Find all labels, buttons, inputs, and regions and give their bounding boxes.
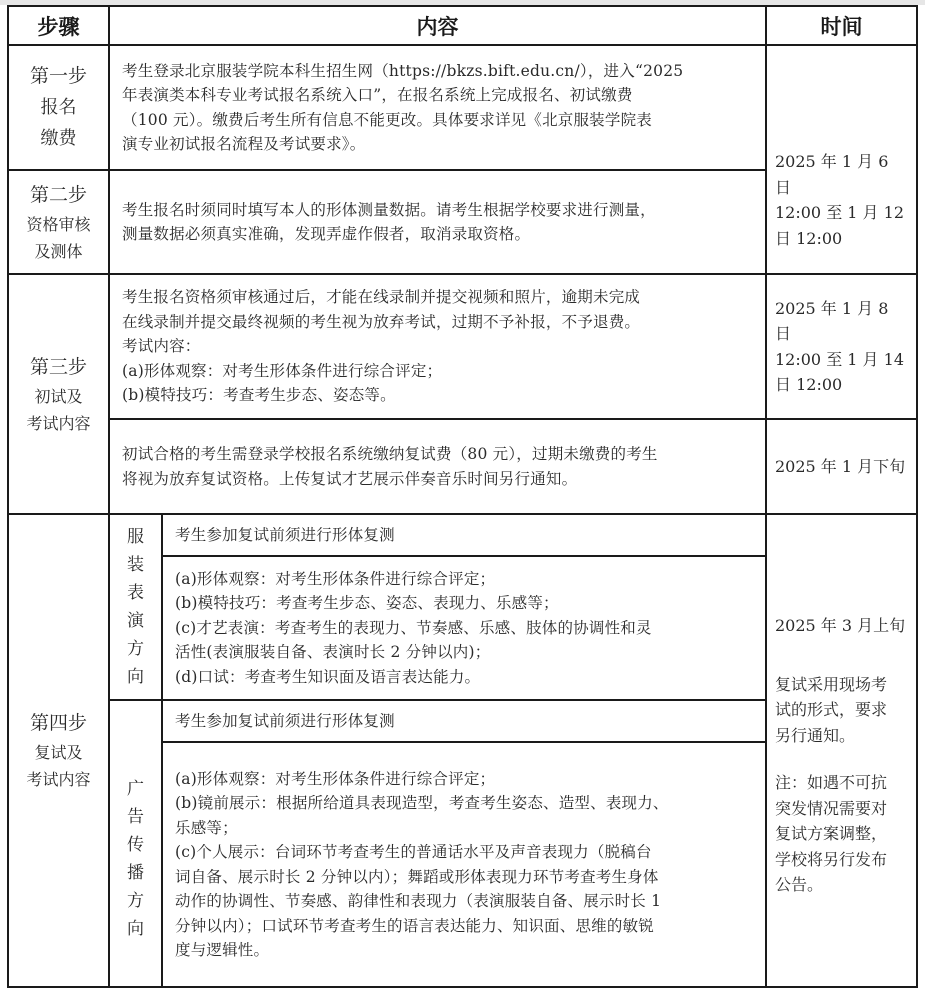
step-4-title (9, 515, 108, 986)
step-2-name-a: 资格审核 (26, 214, 91, 234)
label-char: 传 (127, 834, 144, 855)
label-char: 播 (127, 862, 144, 883)
label-char: 服 (127, 527, 144, 547)
border-right (916, 5, 918, 988)
header-time: 时间 (820, 14, 863, 39)
text-line: 分钟以内）；口试环节考查考生的语言表达能力、知识面、思维的敏锐 (175, 916, 654, 935)
text-line: （100 元）。缴费后考生所有信息不能更改。具体要求详见《北京服装学院表 (122, 110, 652, 129)
label-char: 方 (127, 890, 144, 911)
text-line: 初试合格的考生需登录学校报名系统缴纳复试费（80 元），过期未缴费的考生 (122, 445, 658, 463)
text-line: (d)口试：考查考生知识面及语言表达能力。 (175, 667, 481, 686)
step-1-content (110, 46, 765, 169)
time-retest-fee (767, 420, 916, 513)
text-line: 活性(表演服装自备、表演时长 2 分钟以内)； (175, 643, 491, 662)
step-1-number: 第一步 (29, 65, 87, 87)
direction-advertising-content (163, 743, 765, 986)
text-line: 在线录制并提交最终视频的考生视为放弃考试，过期不予补报，不予退费。 (122, 312, 641, 331)
text-line: 考生登录北京服装学院本科生招生网（https://bkzs.bift.edu.cn/），进入“2025 (122, 61, 684, 80)
header-content: 内容 (416, 14, 459, 39)
text-line: (a)形体观察：对考生形体条件进行综合评定； (175, 569, 496, 588)
text-line: (b)镜前展示：根据所给道具表现造型，考查考生姿态、造型、表现力、 (175, 794, 669, 812)
step-2-name-b: 及测体 (34, 241, 83, 261)
label-char: 广 (127, 778, 144, 799)
text-line: 考试内容： (122, 337, 201, 356)
text-line: (b)模特技巧：考查考生步态、姿态、表现力、乐感等； (175, 594, 559, 613)
label-char: 装 (127, 555, 144, 575)
time-preliminary (767, 275, 916, 418)
time-note-line: 公告。 (775, 875, 824, 894)
time-note-line: 突发情况需要对 (775, 798, 888, 818)
time-line: 日 12:00 (775, 375, 843, 394)
time-note-line: 注：如遇不可抗 (775, 773, 888, 792)
label-char: 演 (127, 611, 144, 631)
label-char: 表 (127, 583, 144, 603)
text-line: 考生参加复试前须进行形体复测 (175, 711, 395, 730)
time-line: 12:00 至 1 月 12 (775, 203, 904, 222)
border-bottom (7, 986, 918, 988)
step-3-content (110, 275, 765, 418)
time-note-line: 另行通知。 (775, 725, 856, 745)
text-line: (b)模特技巧：考查考生步态、姿态等。 (122, 386, 396, 405)
direction-fashion-label (110, 515, 161, 699)
time-note-line: 复试采用现场考 (775, 674, 888, 694)
step-4-number: 第四步 (29, 712, 87, 734)
time-note-line: 复试方案调整， (775, 824, 888, 843)
text-line: (c)个人展示：台词环节考查考生的普通话水平及声音表现力（脱稿台 (175, 843, 652, 861)
time-line: 日 12:00 (775, 228, 843, 248)
step-3-retest-fee (110, 420, 765, 513)
text-line: 年表演类本科专业考试报名系统入口”，在报名系统上完成报名、初试缴费 (122, 86, 633, 104)
text-line: 词自备、展示时长 2 分钟以内）；舞蹈或形体表现力环节考查考生身体 (175, 867, 659, 886)
spacer (775, 748, 908, 770)
direction-fashion-pre (163, 515, 765, 555)
step-3-title (9, 275, 108, 513)
step-3-number: 第三步 (29, 355, 87, 378)
label-char: 告 (127, 806, 144, 827)
text-line: (a)形体观察：对考生形体条件进行综合评定； (122, 361, 443, 380)
step-1-title (9, 46, 108, 169)
time-registration (767, 46, 916, 273)
text-line: (a)形体观察：对考生形体条件进行综合评定； (175, 769, 496, 788)
direction-advertising-label (110, 701, 161, 986)
label-char: 向 (127, 667, 144, 687)
label-char: 方 (127, 639, 144, 659)
time-note-line: 学校将另行发布 (775, 849, 888, 869)
step-2-title (9, 171, 108, 273)
text-line: 考生报名时须同时填写本人的形体测量数据。请考生根据学校要求进行测量， (122, 200, 656, 219)
text-line: 演专业初试报名流程及考试要求》。 (122, 135, 366, 153)
label-char: 向 (127, 918, 144, 939)
text-line: 测量数据必须真实准确，发现弄虚作假者，取消录取资格。 (122, 225, 531, 243)
time-line: 2025 年 1 月下旬 (775, 456, 906, 476)
step-3-name-b: 考试内容 (26, 413, 91, 433)
header-step: 步骤 (37, 14, 80, 39)
text-line: 乐感等； (175, 818, 238, 837)
text-line: 度与逻辑性。 (175, 941, 270, 959)
time-note-line: 试的形式，要求 (775, 700, 888, 719)
step-4-name-b: 考试内容 (26, 770, 91, 789)
direction-advertising-pre (163, 701, 765, 741)
time-line: 2025 年 3 月上旬 (775, 616, 906, 635)
step-3-name-a: 初试及 (34, 386, 83, 406)
text-line: 将视为放弃复试资格。上传复试才艺展示伴奏音乐时间另行通知。 (122, 469, 578, 488)
text-line: (c)才艺表演：考查考生的表现力、节奏感、乐感、肢体的协调性和灵 (175, 618, 652, 637)
step-4-name-a: 复试及 (34, 743, 83, 762)
time-line: 2025 年 1 月 8 日 (775, 298, 889, 343)
step-1-name-a: 报名 (40, 97, 77, 118)
text-line: 动作的协调性、节奏感、韵律性和表现力（表演服装自备、展示时长 1 (175, 892, 662, 910)
time-retest (767, 515, 916, 986)
time-line: 2025 年 1 月 6 日 (775, 152, 889, 197)
step-2-content (110, 171, 765, 273)
direction-fashion-content (163, 557, 765, 699)
step-2-number: 第二步 (29, 183, 87, 206)
text-line: 考生参加复试前须进行形体复测 (175, 525, 395, 544)
text-line: 考生报名资格须审核通过后，才能在线录制并提交视频和照片，逾期未完成 (122, 288, 641, 307)
step-1-name-b: 缴费 (40, 128, 77, 149)
time-line: 12:00 至 1 月 14 (775, 349, 904, 369)
spacer (775, 639, 908, 672)
